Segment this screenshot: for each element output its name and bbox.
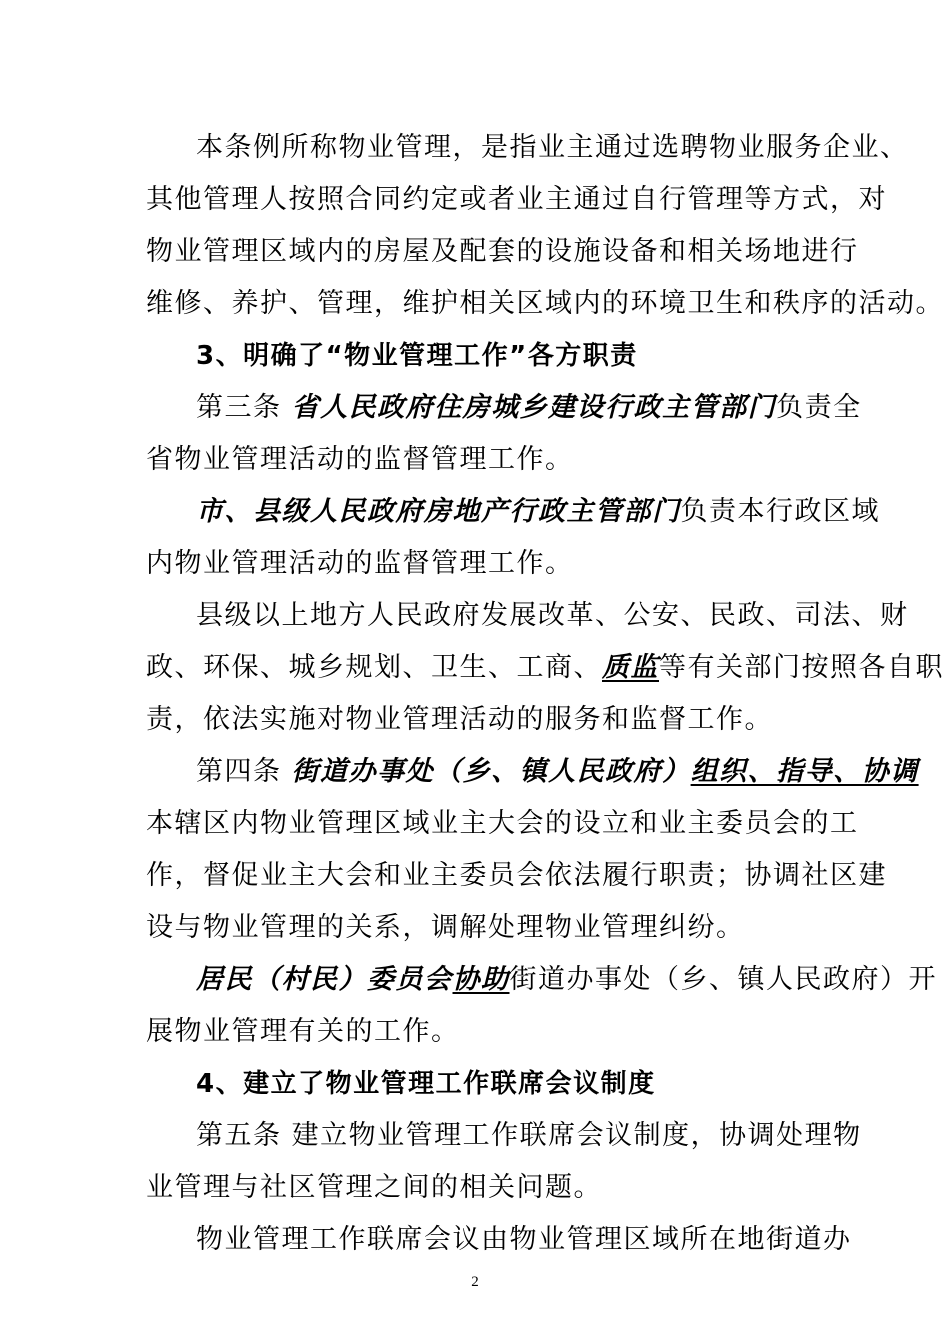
page-number: 2 [471,1274,479,1290]
paragraph-line: 作，督促业主大会和业主委员会依法履行职责；协调社区建 [146,860,887,891]
body-text: 街道办事处（乡、镇人民政府）开 [509,964,937,995]
article-label: 第五条 [196,1120,282,1151]
article-label: 第三条 [196,392,282,423]
paragraph-line: 业管理与社区管理之间的相关问题。 [146,1172,602,1203]
paragraph-line: 展物业管理有关的工作。 [146,1016,460,1047]
paragraph-line: 内物业管理活动的监督管理工作。 [146,548,574,579]
city-paragraph-line [196,494,880,530]
emphasis-underlined-text: 协助 [452,964,510,995]
section-heading-4: 4、建立了物业管理工作联席会议制度 [196,1069,656,1099]
emphasis-underlined-text: 组织、指导、协调 [690,756,919,787]
section-heading-3: 3、明确了“物业管理工作”各方职责 [196,341,638,371]
article-4-line [196,754,919,790]
paragraph-line: 设与物业管理的关系，调解处理物业管理纠纷。 [146,912,745,943]
paragraph-line: 本辖区内物业管理区域业主大会的设立和业主委员会的工 [146,808,859,839]
article-5-line [196,1118,862,1154]
emphasis-text: 省人民政府住房城乡建设行政主管部门 [291,392,777,423]
body-text: 政、环保、城乡规划、卫生、工商、 [146,652,602,683]
paragraph-line: 县级以上地方人民政府发展改革、公安、民政、司法、财 [196,600,909,631]
paragraph-line: 其他管理人按照合同约定或者业主通过自行管理等方式，对 [146,184,887,215]
article-3-line [196,390,862,426]
paragraph-line: 本条例所称物业管理，是指业主通过选聘物业服务企业、 [196,132,909,163]
paragraph-line: 物业管理区域内的房屋及配套的设施设备和相关场地进行 [146,236,859,267]
emphasis-text: 街道办事处（乡、镇人民政府） [291,756,691,787]
body-text: 负责全 [776,392,862,423]
paragraph-line: 省物业管理活动的监督管理工作。 [146,444,574,475]
resident-paragraph-line [196,962,937,998]
county-paragraph-line [146,650,944,686]
body-text: 等有关部门按照各自职 [659,652,944,683]
emphasis-text: 市、县级人民政府房地产行政主管部门 [196,496,681,527]
paragraph-line: 责，依法实施对物业管理活动的服务和监督工作。 [146,704,773,735]
body-text: 负责本行政区域 [680,496,880,527]
article-label: 第四条 [196,756,282,787]
paragraph-line: 物业管理工作联席会议由物业管理区域所在地街道办 [196,1224,852,1255]
paragraph-line: 维修、养护、管理，维护相关区域内的环境卫生和秩序的活动。 [146,288,944,319]
emphasis-text: 质监 [602,652,659,683]
body-text: 建立物业管理工作联席会议制度，协调处理物 [291,1120,862,1151]
emphasis-text: 居民（村民）委员会 [196,964,453,995]
